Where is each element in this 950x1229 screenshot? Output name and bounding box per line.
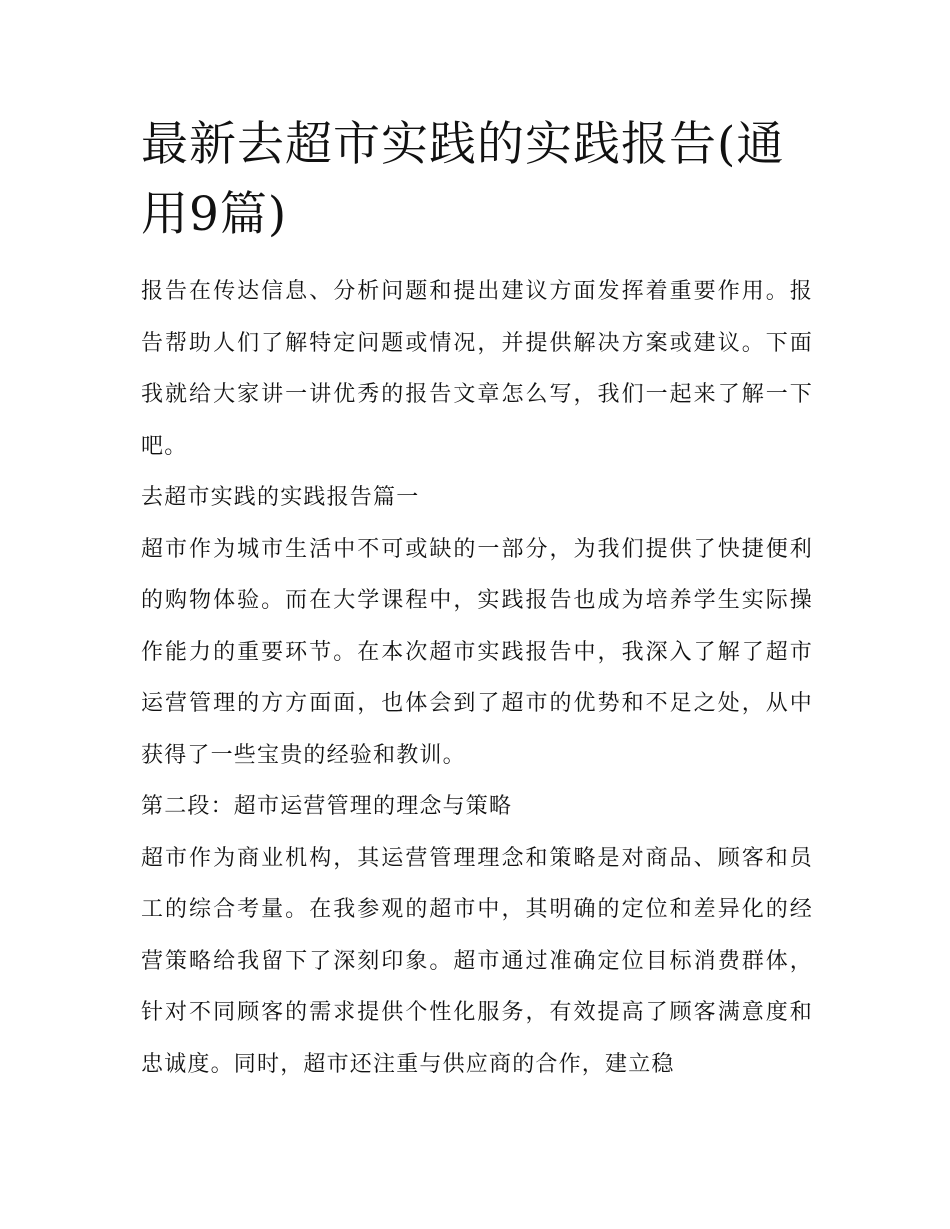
section-heading-2: 第二段：超市运营管理的理念与策略 <box>141 794 513 819</box>
section-heading-1: 去超市实践的实践报告篇一 <box>141 485 420 510</box>
section-paragraph-1: 超市作为城市生活中不可或缺的一部分，为我们提供了快捷便利的购物体验。而在大学课程中，实践报告也成为培养学生实际操作能力的重要环节。在本次超市实践报告中，我深入了解了超市运营管理的方方面面，也体会到了超市的优势和不足之处，从中获得了一些宝贵的经验和教训。 <box>141 536 813 768</box>
document-page <box>141 110 813 1090</box>
section-paragraph-2: 超市作为商业机构，其运营管理理念和策略是对商品、顾客和员工的综合考量。在我参观的超市中，其明确的定位和差异化的经营策略给我留下了深刻印象。超市通过准确定位目标消费群体，针对不同顾客的需求提供个性化服务，有效提高了顾客满意度和忠诚度。同时，超市还注重与供应商的合作，建立稳 <box>141 845 813 1077</box>
document-title: 最新去超市实践的实践报告(通用9篇) <box>141 117 785 242</box>
intro-paragraph: 报告在传达信息、分析问题和提出建议方面发挥着重要作用。报告帮助人们了解特定问题或情况，并提供解决方案或建议。下面我就给大家讲一讲优秀的报告文章怎么写，我们一起来了解一下吧。 <box>141 279 813 459</box>
